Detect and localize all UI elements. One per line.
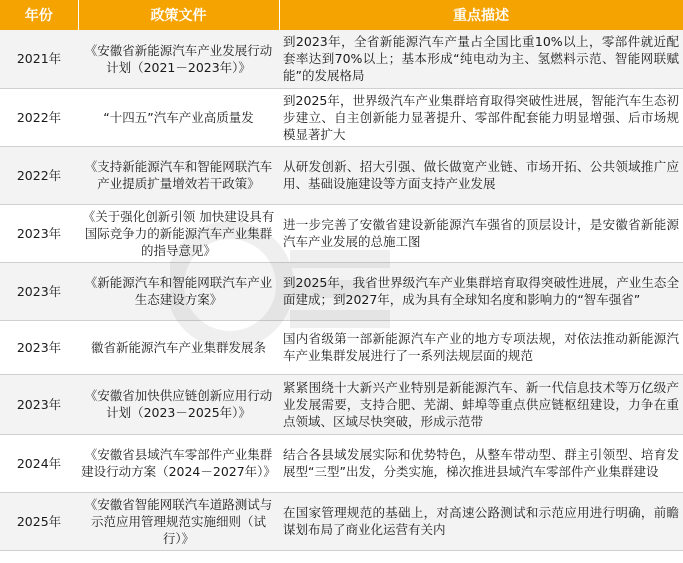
row-description: 结合各县域发展实际和优势特色，从整车带动型、群主引领型、培育发展型“三型”出发，分类实施，梯次推进县域汽车零部件产业集群建设 bbox=[279, 434, 683, 492]
row-policy: 《安徽省智能网联汽车道路测试与示范应用管理规范实施细则（试行）》 bbox=[78, 492, 279, 550]
row-year: 2023年 bbox=[0, 262, 78, 320]
row-policy: 《安徽省新能源汽车产业发展行动计划（2021－2023年）》 bbox=[78, 30, 279, 88]
row-policy: 《关于强化创新引领 加快建设具有国际竞争力的新能源汽车产业集群的指导意见》 bbox=[78, 204, 279, 262]
row-year: 2023年 bbox=[0, 204, 78, 262]
header-highlights: 重点描述 bbox=[279, 0, 683, 30]
row-policy: “十四五”汽车产业高质量发 bbox=[78, 88, 279, 146]
row-year: 2023年 bbox=[0, 320, 78, 374]
row-policy: 《安徽省加快供应链创新应用行动计划（2023－2025年）》 bbox=[78, 374, 279, 434]
row-year: 2021年 bbox=[0, 30, 78, 88]
table-row bbox=[0, 30, 683, 88]
row-description: 进一步完善了安徽省建设新能源汽车强省的顶层设计，是安徽省新能源汽车产业发展的总施工图 bbox=[279, 204, 683, 262]
table-row bbox=[0, 374, 683, 434]
row-policy: 《新能源汽车和智能网联汽车产业生态建设方案》 bbox=[78, 262, 279, 320]
row-description: 到2025年，世界级汽车产业集群培育取得突破性进展，智能汽车生态初步建立、自主创新能力显著提升、零部件配套能力明显增强、后市场规模显著扩大 bbox=[279, 88, 683, 146]
row-description: 国内省级第一部新能源汽车产业的地方专项法规，对依法推动新能源汽车产业集群发展进行了一系列法规层面的规范 bbox=[279, 320, 683, 374]
table-row bbox=[0, 204, 683, 262]
row-year: 2022年 bbox=[0, 88, 78, 146]
table-row bbox=[0, 320, 683, 374]
row-policy: 《安徽省县域汽车零部件产业集群建设行动方案（2024－2027年）》 bbox=[78, 434, 279, 492]
table-header-row bbox=[0, 0, 683, 30]
table-row bbox=[0, 434, 683, 492]
row-description: 在国家管理规范的基础上，对高速公路测试和示范应用进行明确，前瞻谋划布局了商业化运营有关内 bbox=[279, 492, 683, 550]
row-policy: 《支持新能源汽车和智能网联汽车产业提质扩量增效若干政策》 bbox=[78, 146, 279, 204]
table-row bbox=[0, 262, 683, 320]
table-row bbox=[0, 146, 683, 204]
row-description: 从研发创新、招大引强、做长做宽产业链、市场开拓、公共领域推广应用、基础设施建设等方面支持产业发展 bbox=[279, 146, 683, 204]
row-description: 紧紧围绕十大新兴产业特别是新能源汽车、新一代信息技术等万亿级产业发展需要，支持合肥、芜湖、蚌埠等重点供应链枢纽建设，力争在重点领域、区域尽快突破，形成示范带 bbox=[279, 374, 683, 434]
row-policy: 徽省新能源汽车产业集群发展条 bbox=[78, 320, 279, 374]
row-year: 2022年 bbox=[0, 146, 78, 204]
header-year: 年份 bbox=[0, 0, 78, 30]
row-description: 到2023年，全省新能源汽车产量占全国比重10%以上，零部件就近配套率达到70%以上；基本形成“纯电动为主、氢燃料示范、智能网联赋能”的发展格局 bbox=[279, 30, 683, 88]
row-year: 2024年 bbox=[0, 434, 78, 492]
header-policy: 政策文件 bbox=[78, 0, 279, 30]
table-row bbox=[0, 492, 683, 550]
row-year: 2025年 bbox=[0, 492, 78, 550]
table-row bbox=[0, 88, 683, 146]
row-year: 2023年 bbox=[0, 374, 78, 434]
row-description: 到2025年，我省世界级汽车产业集群培育取得突破性进展，产业生态全面建成；到2027年，成为具有全球知名度和影响力的“智车强省” bbox=[279, 262, 683, 320]
